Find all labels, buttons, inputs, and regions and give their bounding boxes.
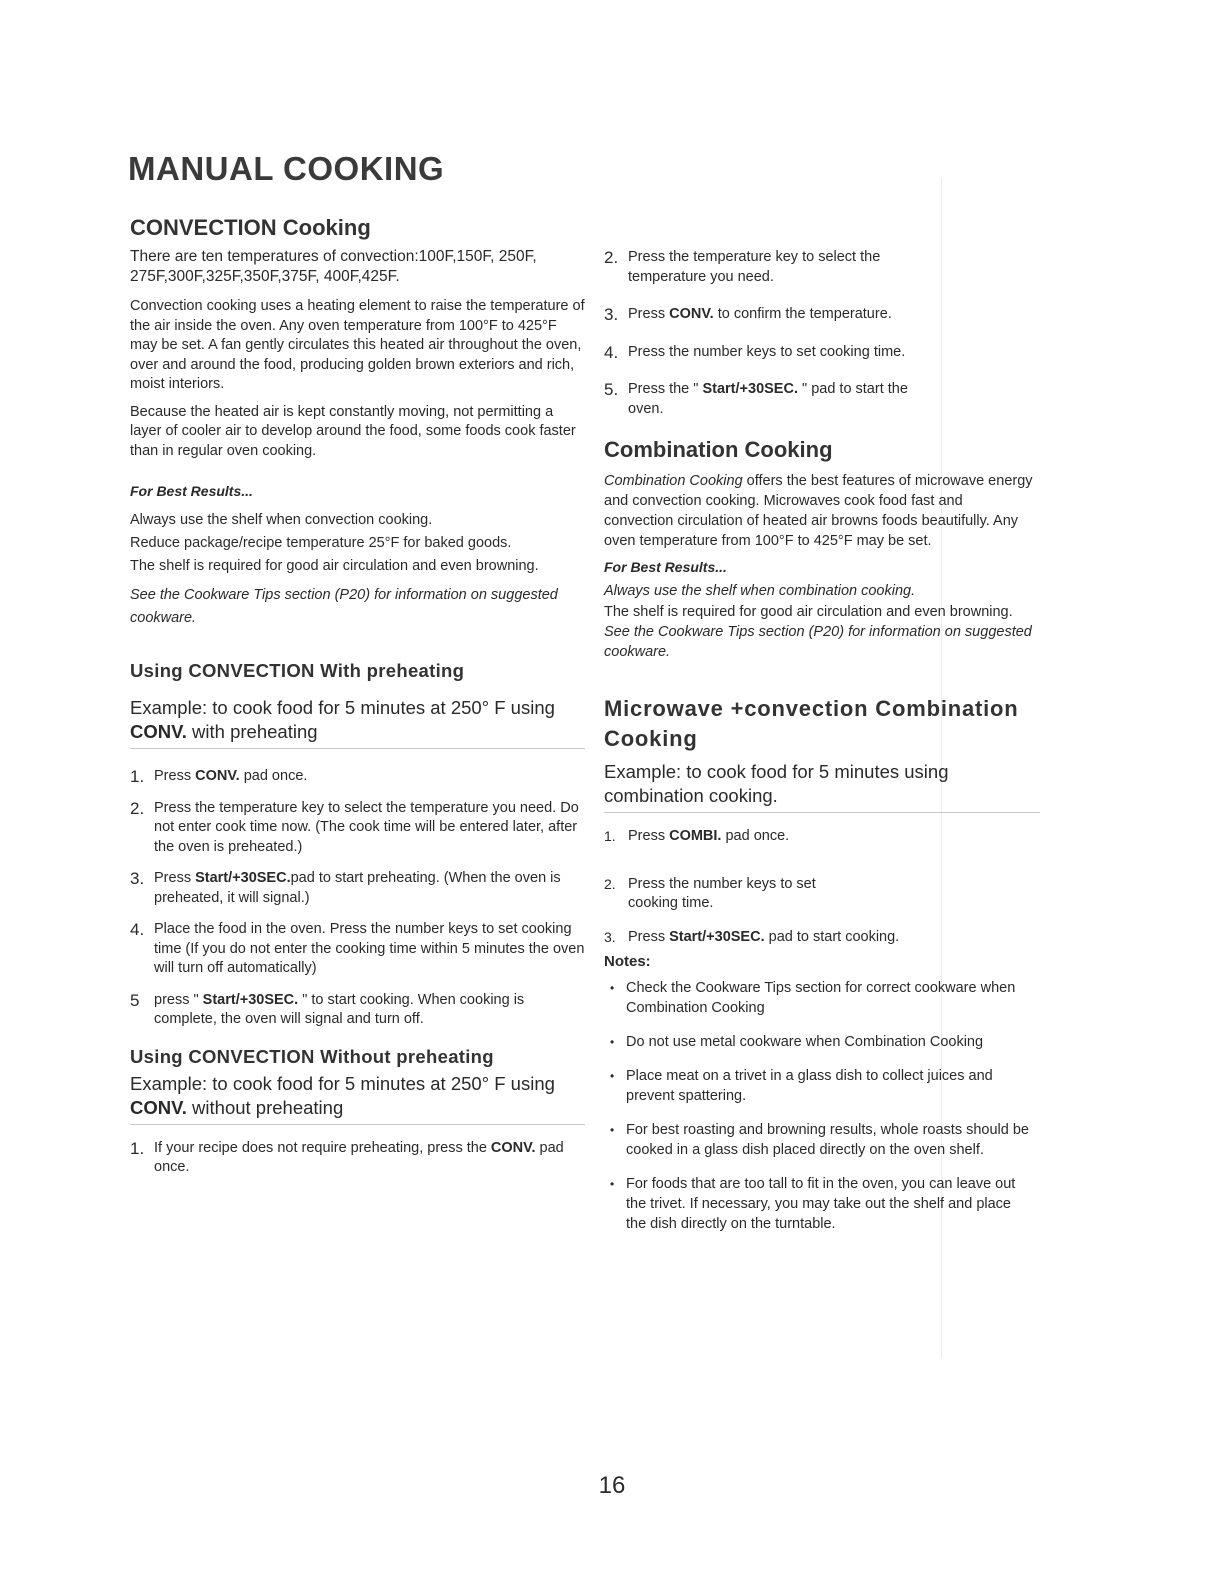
step-number: 5	[130, 990, 140, 1010]
without-preheating-example	[130, 1072, 585, 1120]
step-text: Press the temperature key to select the temperature you need. Do not enter cook time now. (The cook time will be entered later, after the oven is preheated.)	[154, 799, 579, 855]
step-text: pad once.	[721, 828, 790, 844]
note-text: For foods that are too tall to fit in the oven, you can leave out the trivet. If necessary, you may take out the shelf and place the dish directly on the turntable.	[626, 1176, 1016, 1232]
with-preheating-steps	[130, 767, 585, 1030]
with-preheating-example	[130, 696, 585, 744]
step	[130, 767, 585, 787]
step-key: CONV.	[195, 768, 240, 784]
note-text: Check the Cookware Tips section for correct cookware when Combination Cooking	[626, 980, 1016, 1016]
step-text: press "	[154, 991, 203, 1008]
convection-para2: Because the heated air is kept constantly moving, not permitting a layer of cooler air to develop around the food, some foods cook faster than in regular oven cooking.	[130, 403, 576, 459]
example-text: with preheating	[186, 721, 318, 742]
step-text: pad once.	[154, 1139, 564, 1175]
notes-heading: Notes:	[604, 953, 651, 970]
bullet-icon: •	[610, 1177, 615, 1191]
page-title: MANUAL COOKING	[128, 150, 445, 187]
best-result-item: Reduce package/recipe temperature 25°F for baked goods.	[130, 535, 512, 551]
step-text: Press the "	[628, 381, 703, 397]
step-text: to confirm the temperature.	[713, 306, 892, 322]
step-number: 2.	[604, 875, 616, 892]
step	[130, 799, 585, 858]
step	[604, 305, 924, 325]
bullet-icon: •	[610, 1035, 615, 1049]
best-result-item: Always use the shelf when convection cooking.	[130, 512, 433, 528]
step-number: 3.	[604, 928, 616, 945]
step-text: Press	[154, 870, 196, 886]
without-preheating-heading: Using CONVECTION Without preheating	[130, 1045, 494, 1067]
step-text: pad to start preheating. (When the oven is preheated, it will signal.)	[154, 870, 561, 906]
step	[604, 928, 1044, 948]
combination-heading: Combination Cooking	[604, 437, 833, 462]
step	[130, 1139, 585, 1178]
step-number: 3.	[604, 305, 619, 324]
step-text: If your recipe does not require preheating, press the	[154, 1139, 491, 1156]
mw-conv-steps	[604, 827, 1044, 947]
example-text: Example: to cook food for 5 minutes at 250° F using	[130, 697, 555, 718]
step-text: Press the number keys to set cooking time.	[628, 875, 816, 911]
step-text: Press the temperature key to select the temperature you need.	[628, 249, 881, 285]
note-item	[604, 1120, 1029, 1160]
step-number: 3.	[130, 869, 145, 888]
divider	[130, 1124, 585, 1125]
notes-list	[604, 978, 1029, 1234]
step	[130, 991, 585, 1030]
step	[604, 875, 868, 914]
step-text: Press	[154, 768, 196, 784]
best-results-list	[130, 509, 585, 578]
step	[604, 827, 1044, 847]
mw-conv-heading-line: Microwave +convection Combination	[604, 696, 1019, 721]
bullet-icon: •	[610, 1123, 615, 1137]
step	[604, 380, 924, 419]
step-key: COMBI.	[669, 828, 722, 844]
mw-conv-heading-line: Cooking	[604, 726, 698, 751]
combination-para	[604, 471, 1034, 551]
example-text: without preheating	[186, 1096, 344, 1118]
step	[604, 248, 924, 287]
without-preheating-steps	[130, 1139, 585, 1178]
divider	[130, 748, 585, 749]
example-text: Example: to cook food for 5 minutes at 250° F using	[130, 1072, 555, 1094]
best-result-item: The shelf is required for good air circulation and even browning.	[130, 558, 539, 574]
step-key: CONV.	[490, 1139, 536, 1156]
step-text: pad to start cooking.	[764, 928, 900, 945]
bullet-icon: •	[610, 981, 615, 995]
with-preheating-heading: Using CONVECTION With preheating	[130, 660, 465, 681]
right-column	[604, 248, 1044, 1248]
step-number: 5.	[604, 380, 619, 399]
page-number: 16	[598, 1472, 626, 1499]
example-key: CONV.	[130, 1096, 187, 1118]
step-number: 4.	[130, 920, 145, 939]
note-text: Do not use metal cookware when Combination Cooking	[626, 1034, 984, 1050]
step-number: 1.	[130, 767, 145, 786]
step-key: Start/+30SEC.	[702, 381, 798, 397]
step-text: pad once.	[239, 768, 308, 784]
step	[130, 869, 585, 908]
left-column	[130, 215, 585, 1190]
convection-para1: Convection cooking uses a heating element to raise the temperature of the air inside the oven. Any oven temperature from 100°F to 425°F may be set. A fan gently circulates this heated air throughout the oven, over and around the food, producing golden brown exteriors and rich, moist interiors.	[130, 298, 585, 392]
convection-intro: There are ten temperatures of convection:100F,150F, 250F, 275F,300F,325F,350F,375F, 400F,425F.	[130, 248, 537, 285]
combination-text: offers the best features of microwave energy and convection cooking. Microwaves cook food fast and convection circulation of heated air browns foods beautifully. Any oven temperature from 100°F to 425°F may be set.	[604, 473, 1033, 549]
step-number: 4.	[604, 342, 619, 362]
step	[604, 343, 924, 363]
combination-tip: The shelf is required for good air circulation and even browning.	[604, 604, 1013, 620]
step-number: 2.	[604, 248, 619, 267]
example-key: CONV.	[130, 721, 187, 742]
note-item	[604, 1032, 1029, 1052]
step-number: 2.	[130, 798, 145, 818]
bullet-icon: •	[610, 1069, 615, 1083]
combination-tip: Always use the shelf when combination cooking.	[604, 583, 916, 599]
note-item	[604, 1174, 1029, 1234]
note-text: For best roasting and browning results, whole roasts should be cooked in a glass dish placed directly on the oven shelf.	[626, 1122, 1029, 1158]
step-number: 1.	[604, 828, 616, 844]
note-item	[604, 978, 1029, 1018]
note-text: Place meat on a trivet in a glass dish to collect juices and prevent spattering.	[626, 1068, 993, 1104]
step-text: Press	[628, 828, 670, 844]
convection-heading: CONVECTION Cooking	[130, 215, 371, 240]
step-key: Start/+30SEC.	[669, 928, 765, 945]
see-cookware-tips: See the Cookware Tips section (P20) for information on suggested cookware.	[130, 587, 558, 626]
without-preheating-steps-cont	[604, 248, 924, 419]
step-text: Press	[628, 928, 670, 945]
combination-tip: See the Cookware Tips section (P20) for information on suggested cookware.	[604, 624, 1032, 660]
step-key: Start/+30SEC.	[202, 991, 299, 1008]
combination-term: Combination Cooking	[604, 473, 743, 489]
step-text: Place the food in the oven. Press the number keys to set cooking time (If you do not enter the cooking time within 5 minutes the oven will turn off automatically)	[154, 921, 585, 976]
combination-best-results-heading: For Best Results...	[604, 559, 727, 575]
step-text: " to start cooking. When cooking is complete, the oven will signal and turn off.	[154, 991, 525, 1027]
note-item	[604, 1066, 1029, 1106]
mw-conv-example: Example: to cook food for 5 minutes using combination cooking.	[604, 761, 949, 806]
step-text: Press the number keys to set cooking time.	[628, 343, 906, 360]
step-text: " pad to start the oven.	[628, 381, 908, 417]
step	[130, 920, 585, 979]
step-number: 1.	[130, 1138, 145, 1158]
divider	[604, 812, 1040, 813]
mw-conv-heading	[604, 694, 1044, 754]
step-key: Start/+30SEC.	[195, 870, 291, 886]
step-key: CONV.	[669, 306, 714, 322]
best-results-heading: For Best Results...	[130, 483, 253, 499]
step-text: Press	[628, 306, 670, 322]
